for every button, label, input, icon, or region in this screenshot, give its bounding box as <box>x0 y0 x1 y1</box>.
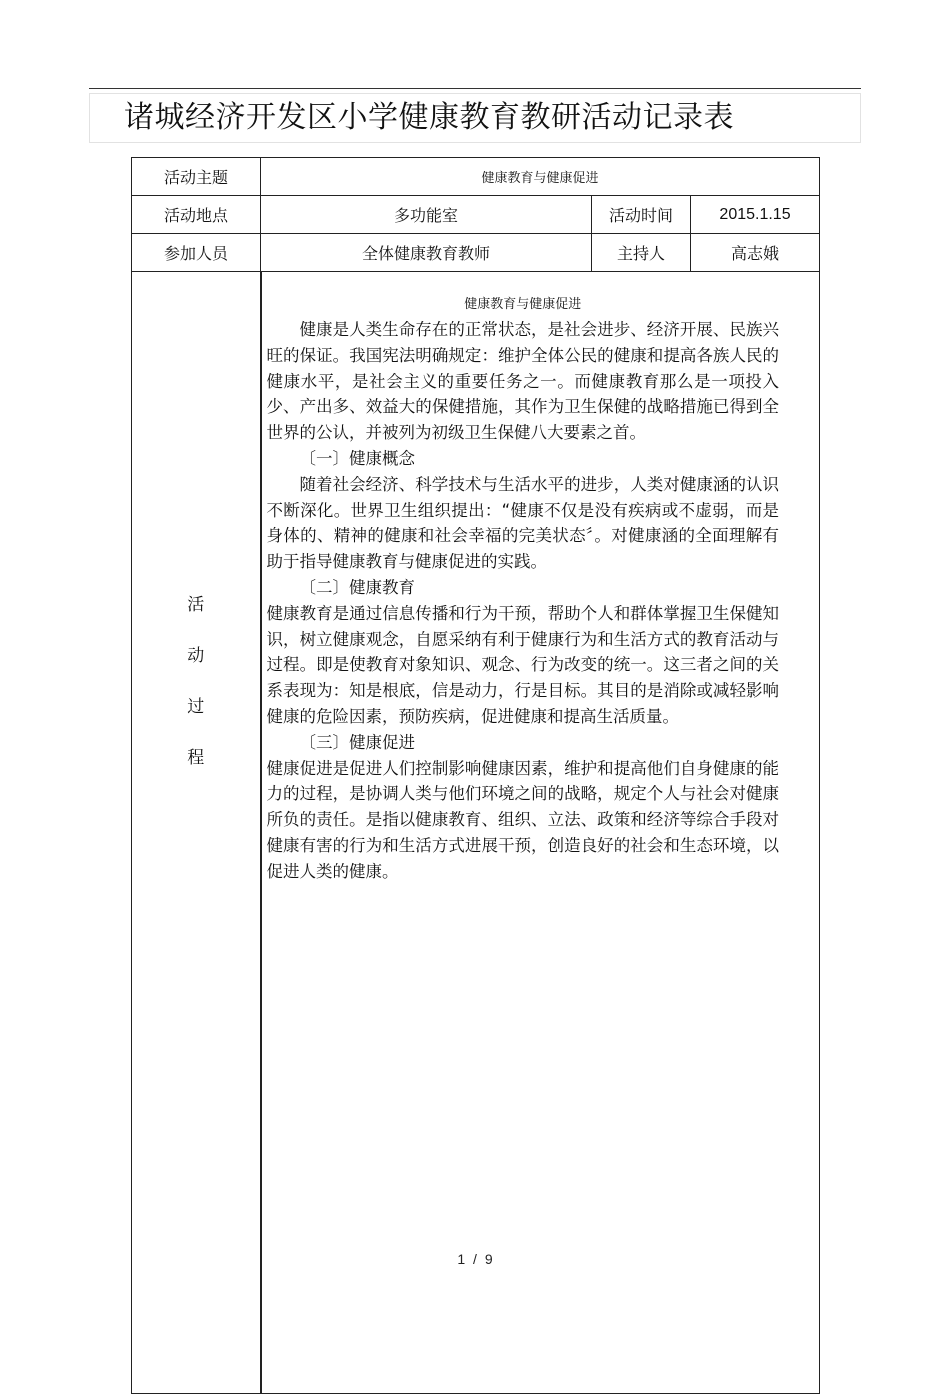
section-2-title: 〔二〕健康教育 <box>299 577 415 597</box>
time-value: 2015.1.15 <box>691 196 820 234</box>
topic-row <box>132 158 820 196</box>
host-label: 主持人 <box>592 234 691 272</box>
process-label <box>132 272 261 1394</box>
content-heading: 健康教育与健康促进 <box>464 297 582 312</box>
participants-value: 全体健康教育教师 <box>261 234 592 272</box>
participants-label: 参加人员 <box>132 234 261 272</box>
section-2-paragraph: 健康教育是通过信息传播和行为干预，帮助个人和群体掌握卫生保健知识，树立健康观念，自愿采纳有利于健康行为和生活方式的教育活动与过程。即是使教育对象知识、观念、行为改变的统一。这三者之间的关系表现为：知是根底，信是动力，行是目标。其目的是消除或减轻影响健康的危险因素，预防疾病，促进健康和提高生活质量。 <box>266 603 780 726</box>
section-1-title: 〔一〕健康概念 <box>299 448 415 468</box>
time-label: 活动时间 <box>592 196 691 234</box>
top-rule <box>89 88 861 89</box>
process-label-char: 动 <box>187 646 205 666</box>
location-label: 活动地点 <box>132 196 261 234</box>
location-row <box>132 196 820 234</box>
document-title: 诸城经济开发区小学健康教育教研活动记录表 <box>124 100 734 135</box>
process-label-char: 活 <box>187 595 205 615</box>
page-number: 1 / 9 <box>457 1251 493 1267</box>
topic-label: 活动主题 <box>132 158 261 196</box>
topic-value: 健康教育与健康促进 <box>261 158 820 196</box>
intro-paragraph: 健康是人类生命存在的正常状态，是社会进步、经济开展、民族兴旺的保证。我国宪法明确规定：维护全体公民的健康和提高各族人民的健康水平，是社会主义的重要任务之一。而健康教育那么是一项投入少、产出多、效益大的保健措施，其作为卫生保健的战略措施已得到全世界的公认，并被列为初级卫生保健八大要素之首。 <box>266 320 780 443</box>
process-row <box>132 272 820 1394</box>
section-3-paragraph: 健康促进是促进人们控制影响健康因素，维护和提高他们自身健康的能力的过程，是协调人类与他们环境之间的战略，规定个人与社会对健康所负的责任。是指以健康教育、组织、立法、政策和经济等综合手段对健康有害的行为和生活方式进展干预，创造良好的社会和生态环境，以促进人类的健康。 <box>266 758 780 881</box>
location-value: 多功能室 <box>261 196 592 234</box>
section-3-title: 〔三〕健康促进 <box>299 732 415 752</box>
host-value: 高志娥 <box>691 234 820 272</box>
participants-row <box>132 234 820 272</box>
activity-record-table <box>131 157 820 1394</box>
process-label-char: 程 <box>187 748 205 768</box>
process-label-char: 过 <box>187 697 205 717</box>
process-content <box>261 272 820 1394</box>
section-1-paragraph: 随着社会经济、科学技术与生活水平的进步，人类对健康涵的认识不断深化。世界卫生组织提出：“健康不仅是没有疾病或不虚弱，而是身体的、精神的健康和社会幸福的完美状态〞。对健康涵的全面理解有助于指导健康教育与健康促进的实践。 <box>266 474 780 572</box>
